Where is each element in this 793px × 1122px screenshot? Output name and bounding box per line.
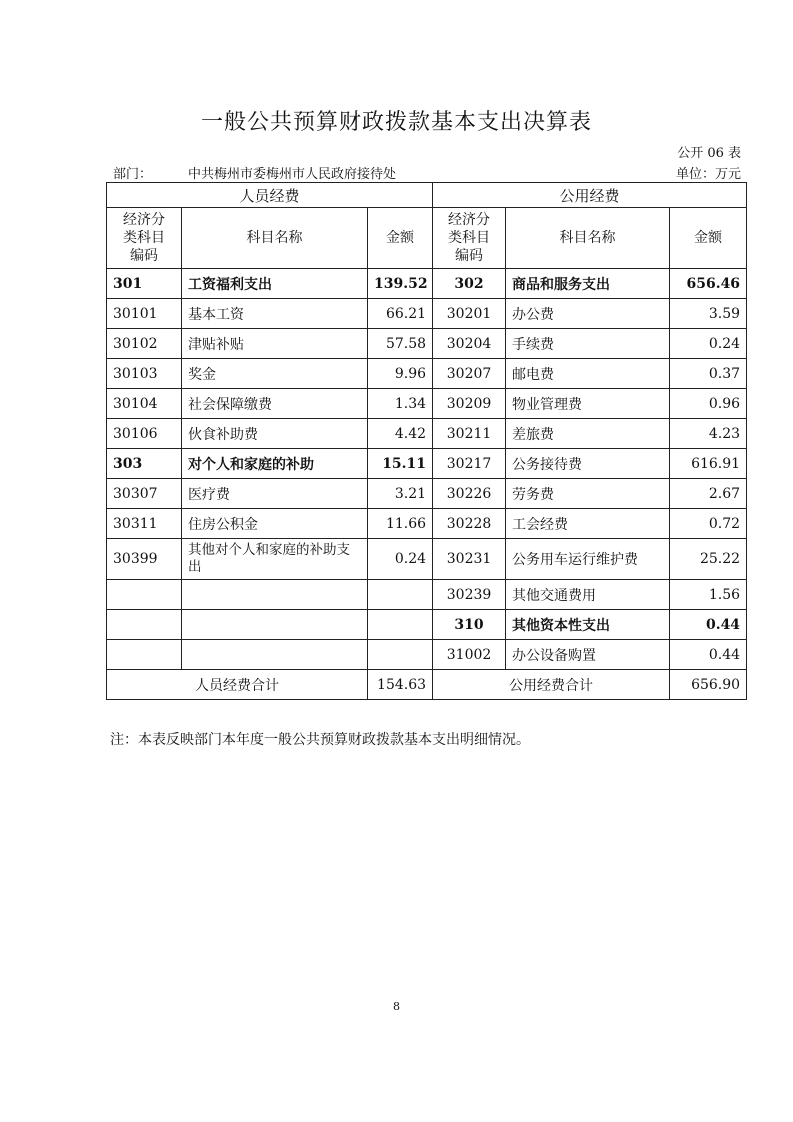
- table-row: [107, 299, 747, 329]
- row-amount-left: 57.58: [368, 329, 433, 359]
- row-amount-left: 4.42: [368, 419, 433, 449]
- row-amount-right: 25.22: [670, 539, 747, 580]
- row-code-left: 30102: [107, 329, 182, 359]
- row-amount-left: 3.21: [368, 479, 433, 509]
- row-amount-left: 1.34: [368, 389, 433, 419]
- row-name-left: 对个人和家庭的补助: [182, 449, 368, 479]
- row-name-left: [182, 580, 368, 610]
- row-code-right: 30204: [433, 329, 506, 359]
- row-name-right: 物业管理费: [506, 389, 670, 419]
- row-code-left: 301: [107, 269, 182, 299]
- row-amount-right: 656.46: [670, 269, 747, 299]
- row-name-right: 邮电费: [506, 359, 670, 389]
- total-public-label: 公用经费合计: [433, 670, 670, 700]
- row-name-right: 差旅费: [506, 419, 670, 449]
- row-code-left: 30106: [107, 419, 182, 449]
- group-header-row: [107, 183, 747, 208]
- row-amount-left: 66.21: [368, 299, 433, 329]
- unit-label: 单位：万元: [675, 167, 741, 182]
- table-row: [107, 389, 747, 419]
- row-name-right: 办公费: [506, 299, 670, 329]
- table-row: [107, 329, 747, 359]
- row-amount-right: 0.24: [670, 329, 747, 359]
- row-code-left: [107, 610, 182, 640]
- header-code-left: [107, 208, 182, 269]
- row-name-left: [182, 610, 368, 640]
- row-amount-right: 616.91: [670, 449, 747, 479]
- row-code-right: 30239: [433, 580, 506, 610]
- table-row: [107, 640, 747, 670]
- row-name-right: 手续费: [506, 329, 670, 359]
- group-public: 公用经费: [433, 183, 747, 208]
- row-code-left: [107, 580, 182, 610]
- row-code-right: 302: [433, 269, 506, 299]
- total-public-value: 656.90: [670, 670, 747, 700]
- total-personnel-value: 154.63: [368, 670, 433, 700]
- header-code-line: 类科目: [448, 230, 491, 246]
- table-row: [107, 539, 747, 580]
- row-name-right: 劳务费: [506, 479, 670, 509]
- row-code-left: 30104: [107, 389, 182, 419]
- row-code-right: 310: [433, 610, 506, 640]
- row-code-left: [107, 640, 182, 670]
- header-code-line: 类科目: [123, 230, 165, 246]
- table-row: [107, 479, 747, 509]
- row-code-right: 30211: [433, 419, 506, 449]
- department-label: 部门：: [113, 167, 153, 182]
- row-code-right: 30226: [433, 479, 506, 509]
- row-amount-right: 0.44: [670, 640, 747, 670]
- row-name-right: 公务接待费: [506, 449, 670, 479]
- row-amount-left: 139.52: [368, 269, 433, 299]
- row-name-right: 公务用车运行维护费: [506, 539, 670, 580]
- row-code-left: 30307: [107, 479, 182, 509]
- row-amount-left: [368, 640, 433, 670]
- row-name-left: 基本工资: [182, 299, 368, 329]
- header-code-line: 编码: [130, 248, 158, 264]
- table-row: [107, 610, 747, 640]
- row-amount-left: 15.11: [368, 449, 433, 479]
- row-code-right: 30217: [433, 449, 506, 479]
- row-amount-right: 0.44: [670, 610, 747, 640]
- department-line: [113, 163, 741, 181]
- row-amount-left: 11.66: [368, 509, 433, 539]
- row-name-left: [182, 640, 368, 670]
- row-name-right: 工会经费: [506, 509, 670, 539]
- row-amount-right: 4.23: [670, 419, 747, 449]
- row-code-right: 30207: [433, 359, 506, 389]
- table-row: [107, 269, 747, 299]
- row-name-right: 商品和服务支出: [506, 269, 670, 299]
- header-name-left: 科目名称: [182, 208, 368, 269]
- row-name-left: 奖金: [182, 359, 368, 389]
- row-name-right: 其他资本性支出: [506, 610, 670, 640]
- row-name-left: 其他对个人和家庭的补助支出: [182, 539, 368, 580]
- header-code-right: [433, 208, 506, 269]
- page-title: 一般公共预算财政拨款基本支出决算表: [200, 110, 592, 135]
- row-amount-right: 1.56: [670, 580, 747, 610]
- row-code-right: 30228: [433, 509, 506, 539]
- row-amount-right: 0.37: [670, 359, 747, 389]
- header-code-line: 经济分: [448, 212, 491, 228]
- header-amount-left: 金额: [368, 208, 433, 269]
- row-name-left: 住房公积金: [182, 509, 368, 539]
- row-name-right: 办公设备购置: [506, 640, 670, 670]
- header-name-right: 科目名称: [506, 208, 670, 269]
- row-amount-left: [368, 580, 433, 610]
- row-amount-left: 9.96: [368, 359, 433, 389]
- expenditure-table: [106, 182, 747, 700]
- header-amount-right: 金额: [670, 208, 747, 269]
- table-row: [107, 509, 747, 539]
- table-row: [107, 580, 747, 610]
- table-row: [107, 449, 747, 479]
- table-row: [107, 359, 747, 389]
- table-row: [107, 419, 747, 449]
- form-number: 公开 06 表: [677, 146, 741, 161]
- totals-row: [107, 670, 747, 700]
- page-number: 8: [393, 1000, 400, 1013]
- row-amount-right: 0.96: [670, 389, 747, 419]
- row-code-right: 31002: [433, 640, 506, 670]
- group-personnel: 人员经费: [107, 183, 433, 208]
- row-code-left: 30103: [107, 359, 182, 389]
- row-code-left: 30399: [107, 539, 182, 580]
- row-code-right: 30209: [433, 389, 506, 419]
- row-name-left: 工资福利支出: [182, 269, 368, 299]
- row-amount-left: 0.24: [368, 539, 433, 580]
- department-name: 中共梅州市委梅州市人民政府接待处: [188, 167, 397, 182]
- header-code-line: 经济分: [123, 212, 165, 228]
- total-personnel-label: 人员经费合计: [107, 670, 368, 700]
- row-name-right: 其他交通费用: [506, 580, 670, 610]
- row-amount-right: 0.72: [670, 509, 747, 539]
- row-code-left: 30311: [107, 509, 182, 539]
- column-header-row: [107, 208, 747, 269]
- row-amount-left: [368, 610, 433, 640]
- row-name-left: 津贴补贴: [182, 329, 368, 359]
- row-code-left: 303: [107, 449, 182, 479]
- row-amount-right: 3.59: [670, 299, 747, 329]
- row-code-right: 30231: [433, 539, 506, 580]
- footnote: 注：本表反映部门本年度一般公共预算财政拨款基本支出明细情况。: [110, 732, 530, 748]
- row-name-left: 医疗费: [182, 479, 368, 509]
- row-amount-right: 2.67: [670, 479, 747, 509]
- row-code-right: 30201: [433, 299, 506, 329]
- row-name-left: 伙食补助费: [182, 419, 368, 449]
- row-code-left: 30101: [107, 299, 182, 329]
- header-code-line: 编码: [455, 248, 484, 264]
- row-name-left: 社会保障缴费: [182, 389, 368, 419]
